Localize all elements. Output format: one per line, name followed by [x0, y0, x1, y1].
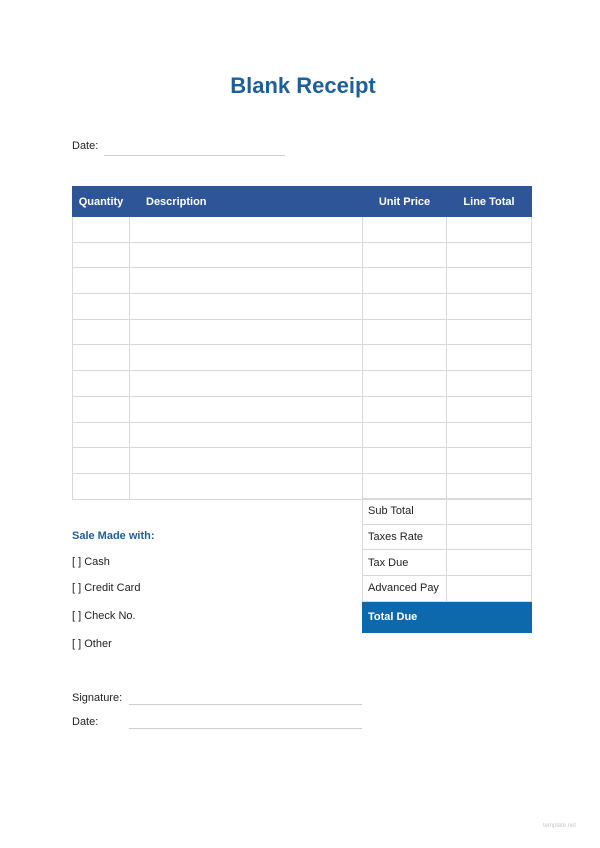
line-total-cell[interactable] [447, 448, 532, 474]
summary-label: Advanced Pay [363, 576, 447, 602]
line-total-cell[interactable] [447, 345, 532, 371]
total-due-label: Total Due [363, 601, 447, 632]
table-row [73, 473, 532, 499]
summary-value[interactable] [447, 550, 532, 576]
quantity-cell[interactable] [73, 268, 130, 294]
summary-value[interactable] [447, 576, 532, 602]
table-row [73, 371, 532, 397]
line-items-table [72, 186, 532, 500]
unit-price-cell[interactable] [363, 294, 447, 320]
summary-table [362, 498, 532, 633]
description-cell[interactable] [130, 371, 363, 397]
line-total-cell[interactable] [447, 319, 532, 345]
table-row [73, 268, 532, 294]
summary-label: Sub Total [363, 499, 447, 525]
sale-made-with-heading: Sale Made with: [72, 530, 155, 542]
summary-label: Tax Due [363, 550, 447, 576]
description-cell[interactable] [130, 422, 363, 448]
line-total-cell[interactable] [447, 294, 532, 320]
table-row [73, 396, 532, 422]
summary-row-sub-total [363, 499, 532, 525]
description-cell[interactable] [130, 294, 363, 320]
quantity-cell[interactable] [73, 371, 130, 397]
description-cell[interactable] [130, 473, 363, 499]
summary-label: Taxes Rate [363, 524, 447, 550]
summary-row-tax-due [363, 550, 532, 576]
header-quantity: Quantity [73, 187, 130, 217]
payment-option-check[interactable]: [ ] Check No. [72, 610, 136, 622]
description-cell[interactable] [130, 319, 363, 345]
date-line[interactable] [104, 155, 285, 156]
table-body [73, 217, 532, 500]
payment-option-other[interactable]: [ ] Other [72, 638, 112, 650]
unit-price-cell[interactable] [363, 396, 447, 422]
line-total-cell[interactable] [447, 371, 532, 397]
line-total-cell[interactable] [447, 396, 532, 422]
table-row [73, 217, 532, 243]
total-due-value[interactable] [447, 601, 532, 632]
unit-price-cell[interactable] [363, 473, 447, 499]
unit-price-cell[interactable] [363, 448, 447, 474]
summary-row-advanced-pay [363, 576, 532, 602]
summary-value[interactable] [447, 524, 532, 550]
summary-row-total-due [363, 601, 532, 632]
quantity-cell[interactable] [73, 473, 130, 499]
unit-price-cell[interactable] [363, 268, 447, 294]
unit-price-cell[interactable] [363, 371, 447, 397]
line-total-cell[interactable] [447, 473, 532, 499]
date-label: Date: [72, 140, 99, 152]
description-cell[interactable] [130, 268, 363, 294]
quantity-cell[interactable] [73, 396, 130, 422]
quantity-cell[interactable] [73, 217, 130, 243]
unit-price-cell[interactable] [363, 242, 447, 268]
signature-line[interactable] [129, 704, 362, 705]
watermark: template.net [543, 823, 577, 829]
table-row [73, 319, 532, 345]
table-header-row [73, 187, 532, 217]
unit-price-cell[interactable] [363, 319, 447, 345]
quantity-cell[interactable] [73, 242, 130, 268]
description-cell[interactable] [130, 396, 363, 422]
table-row [73, 242, 532, 268]
line-total-cell[interactable] [447, 268, 532, 294]
quantity-cell[interactable] [73, 319, 130, 345]
quantity-cell[interactable] [73, 422, 130, 448]
summary-value[interactable] [447, 499, 532, 525]
description-cell[interactable] [130, 217, 363, 243]
description-cell[interactable] [130, 242, 363, 268]
footer-date-line[interactable] [129, 728, 362, 729]
footer-date-label: Date: [72, 716, 99, 728]
line-total-cell[interactable] [447, 242, 532, 268]
payment-option-credit-card[interactable]: [ ] Credit Card [72, 582, 141, 594]
unit-price-cell[interactable] [363, 217, 447, 243]
header-description: Description [130, 187, 363, 217]
table-row [73, 345, 532, 371]
header-unit-price: Unit Price [363, 187, 447, 217]
table-row [73, 422, 532, 448]
quantity-cell[interactable] [73, 345, 130, 371]
table-row [73, 294, 532, 320]
payment-option-cash[interactable]: [ ] Cash [72, 556, 110, 568]
summary-row-taxes-rate [363, 524, 532, 550]
unit-price-cell[interactable] [363, 345, 447, 371]
description-cell[interactable] [130, 345, 363, 371]
line-total-cell[interactable] [447, 217, 532, 243]
quantity-cell[interactable] [73, 448, 130, 474]
header-line-total: Line Total [447, 187, 532, 217]
description-cell[interactable] [130, 448, 363, 474]
line-total-cell[interactable] [447, 422, 532, 448]
quantity-cell[interactable] [73, 294, 130, 320]
page-title: Blank Receipt [230, 73, 376, 98]
unit-price-cell[interactable] [363, 422, 447, 448]
table-row [73, 448, 532, 474]
signature-label: Signature: [72, 692, 123, 704]
